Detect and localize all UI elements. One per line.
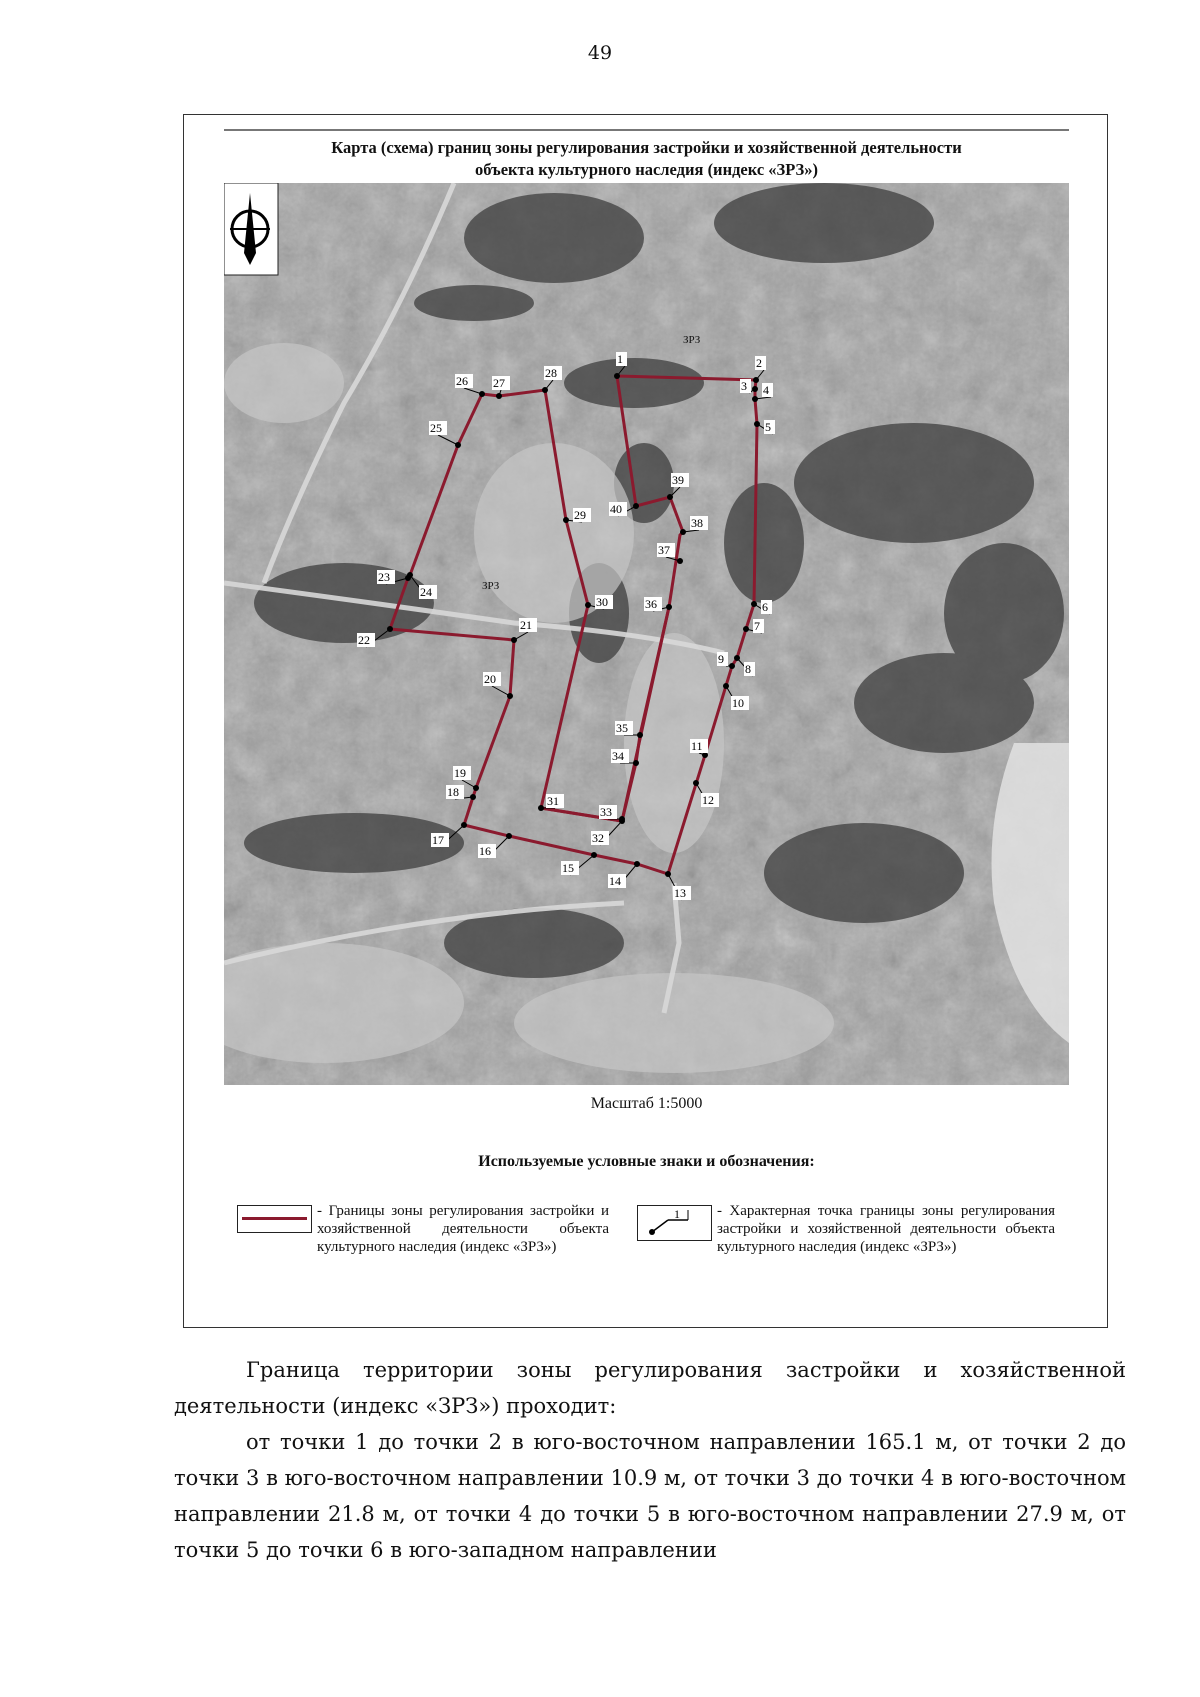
point-label-20: 20 bbox=[484, 672, 496, 686]
point-label-25: 25 bbox=[430, 421, 442, 435]
paragraph-2: от точки 1 до точки 2 в юго-восточном направлении 165.1 м, от точки 2 до точки 3 в юго-восточном направлении 10.9 м, от точки 3 до точки 4 в юго-восточном направлении 21.8 м, от точки 4 до точки 5 в юго-восточном направлении 27.9 м, от точки 5 до точки 6 в юго-западном направлении bbox=[174, 1430, 1126, 1562]
boundary-line-symbol bbox=[237, 1205, 312, 1233]
map-title-line-2: объекта культурного наследия (индекс «ЗРЗ») bbox=[475, 160, 818, 179]
point-label-35: 35 bbox=[616, 721, 628, 735]
point-label-2: 2 bbox=[756, 356, 762, 370]
point-label-17: 17 bbox=[432, 833, 444, 847]
point-label-6: 6 bbox=[762, 600, 768, 614]
point-label-14: 14 bbox=[609, 874, 621, 888]
legend-title: Используемые условные знаки и обозначения: bbox=[478, 1153, 815, 1170]
point-label-4: 4 bbox=[763, 383, 769, 397]
point-label-16: 16 bbox=[479, 844, 491, 858]
point-label-10: 10 bbox=[732, 696, 744, 710]
point-label-23: 23 bbox=[378, 570, 390, 584]
point-label-7: 7 bbox=[754, 619, 760, 633]
point-label-13: 13 bbox=[674, 886, 686, 900]
body-text bbox=[174, 1352, 1126, 1568]
point-label-3: 3 bbox=[741, 379, 747, 393]
aerial-map bbox=[224, 183, 1069, 1085]
legend-boundary-text: - Границы зоны регулирования застройки и хозяйственной деятельности объекта культурного наследия (индекс «ЗРЗ») bbox=[317, 1203, 609, 1255]
map-scale: Масштаб 1:5000 bbox=[590, 1095, 703, 1112]
point-label-26: 26 bbox=[456, 374, 468, 388]
point-label-18: 18 bbox=[447, 785, 459, 799]
point-marker-icon bbox=[638, 1206, 710, 1239]
map-canvas bbox=[224, 183, 1069, 1085]
point-label-11: 11 bbox=[691, 739, 703, 753]
page-number: 49 bbox=[587, 42, 613, 64]
point-label-19: 19 bbox=[454, 766, 466, 780]
point-label-30: 30 bbox=[596, 595, 608, 609]
point-label-8: 8 bbox=[745, 662, 751, 676]
point-label-15: 15 bbox=[562, 861, 574, 875]
point-label-40: 40 bbox=[610, 502, 622, 516]
point-label-1: 1 bbox=[617, 352, 623, 366]
point-label-29: 29 bbox=[574, 508, 586, 522]
point-label-28: 28 bbox=[545, 366, 557, 380]
paragraph-1: Граница территории зоны регулирования застройки и хозяйственной деятельности (индекс «ЗРЗ») проходит: bbox=[174, 1358, 1126, 1418]
point-label-33: 33 bbox=[600, 805, 612, 819]
point-label-5: 5 bbox=[765, 420, 771, 434]
point-label-38: 38 bbox=[691, 516, 703, 530]
point-label-9: 9 bbox=[718, 652, 724, 666]
point-label-37: 37 bbox=[658, 543, 670, 557]
point-label-31: 31 bbox=[547, 794, 559, 808]
point-label-22: 22 bbox=[358, 633, 370, 647]
point-symbol-label: 1 bbox=[674, 1207, 680, 1221]
map-figure bbox=[183, 114, 1108, 1328]
point-label-21: 21 bbox=[520, 618, 532, 632]
point-label-34: 34 bbox=[612, 749, 624, 763]
legend-point-text: - Характерная точка границы зоны регулирования застройки и хозяйственной деятельности объекта культурного наследия (индекс «ЗРЗ») bbox=[717, 1203, 1055, 1255]
point-label-24: 24 bbox=[420, 585, 432, 599]
point-label-12: 12 bbox=[702, 793, 714, 807]
point-label-27: 27 bbox=[493, 376, 505, 390]
north-arrow-icon bbox=[224, 183, 278, 275]
point-label-39: 39 bbox=[672, 473, 684, 487]
zone-label-west: ЗРЗ bbox=[482, 580, 500, 592]
point-label-32: 32 bbox=[592, 831, 604, 845]
map-title-line-1: Карта (схема) границ зоны регулирования застройки и хозяйственной деятельности bbox=[331, 138, 962, 157]
point-marker-symbol bbox=[637, 1205, 712, 1241]
zone-label-east: ЗРЗ bbox=[683, 334, 701, 346]
map-title bbox=[224, 129, 1069, 181]
point-label-36: 36 bbox=[645, 597, 657, 611]
